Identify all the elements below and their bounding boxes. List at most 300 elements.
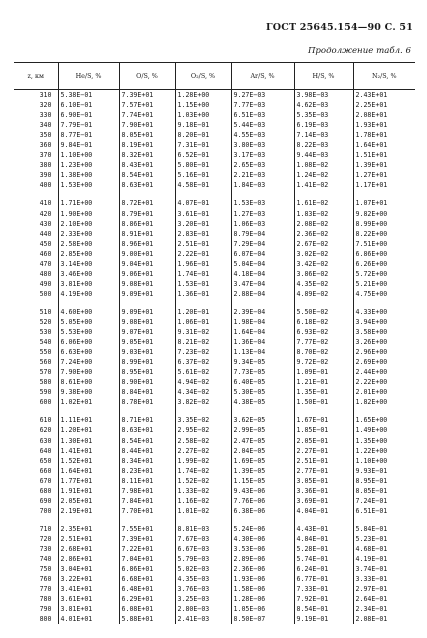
- value-cell: 9.44E−03: [294, 150, 353, 160]
- table-row: [14, 456, 415, 466]
- table-row: [14, 307, 415, 317]
- value-cell: 2.58E−02: [175, 436, 231, 446]
- altitude-cell: 670: [39, 476, 52, 485]
- value-cell: 2.41E−03: [175, 614, 231, 624]
- value-cell: 7.24E−01: [353, 496, 415, 506]
- value-cell: 3.33E−01: [353, 574, 415, 584]
- value-cell: 7.14E−03: [294, 130, 353, 140]
- altitude-cell: 410: [39, 199, 52, 208]
- value-cell: 1.74E−02: [175, 466, 231, 476]
- altitude-cell: 700: [39, 506, 52, 515]
- value-cell: 7.77E−03: [231, 100, 294, 110]
- value-cell: 2.39E−04: [231, 307, 294, 317]
- value-cell: 1.33E−02: [175, 486, 231, 496]
- altitude-cell: 310: [39, 91, 52, 99]
- value-cell: 2.01E+00: [353, 387, 415, 397]
- value-cell: 1.27E−03: [231, 209, 294, 219]
- altitude-cell: 440: [39, 229, 52, 238]
- value-cell: 4.62E−03: [294, 100, 353, 110]
- value-cell: 1.67E−01: [294, 415, 353, 425]
- value-cell: 2.25E+01: [353, 100, 415, 110]
- value-cell: 1.65E+00: [353, 415, 415, 425]
- table-row: [14, 544, 415, 554]
- value-cell: 2.51E−01: [175, 239, 231, 249]
- value-cell: 1.15E+00: [175, 100, 231, 110]
- value-cell: 2.77E−01: [294, 466, 353, 476]
- value-cell: 7.33E−01: [294, 584, 353, 594]
- spacer-cell: [175, 190, 231, 198]
- table-row: [14, 229, 415, 239]
- value-cell: 5.79E−03: [175, 554, 231, 564]
- value-cell: 1.52E−02: [175, 476, 231, 486]
- altitude-cell: 530: [39, 328, 52, 337]
- altitude-cell: 640: [39, 446, 52, 455]
- value-cell: 3.86E−02: [294, 269, 353, 279]
- group-spacer: [14, 516, 415, 524]
- spacer-cell: [119, 190, 175, 198]
- value-cell: 1.11E+01: [58, 415, 119, 425]
- value-cell: 5.05E+00: [58, 317, 119, 327]
- value-cell: 4.75E+00: [353, 289, 415, 299]
- altitude-cell: 660: [39, 466, 52, 475]
- value-cell: 8.44E+01: [119, 446, 175, 456]
- altitude-cell: 460: [39, 249, 52, 258]
- value-cell: 1.93E+01: [353, 120, 415, 130]
- table-body: [14, 90, 415, 625]
- value-cell: 2.22E−01: [175, 249, 231, 259]
- value-cell: 8.95E−01: [353, 476, 415, 486]
- value-cell: 1.50E−01: [294, 397, 353, 407]
- value-cell: 3.62E−05: [231, 415, 294, 425]
- value-cell: 4.18E−04: [231, 269, 294, 279]
- value-cell: 2.99E−05: [231, 425, 294, 435]
- table-row: [14, 140, 415, 150]
- table-row: [14, 554, 415, 564]
- altitude-cell: 790: [39, 605, 52, 614]
- value-cell: 2.65E−03: [231, 160, 294, 170]
- value-cell: 3.98E−03: [294, 90, 353, 101]
- column-header: z, км: [14, 63, 58, 90]
- value-cell: 1.05E−06: [231, 604, 294, 614]
- table-row: [14, 160, 415, 170]
- value-cell: 8.54E+01: [119, 436, 175, 446]
- value-cell: 4.94E−02: [175, 377, 231, 387]
- value-cell: 1.09E−01: [294, 367, 353, 377]
- altitude-cell: 720: [39, 534, 52, 543]
- value-cell: 6.48E+01: [119, 584, 175, 594]
- table-row: [14, 614, 415, 624]
- spacer-cell: [294, 407, 353, 415]
- value-cell: 1.06E−01: [175, 317, 231, 327]
- table-row: [14, 317, 415, 327]
- altitude-cell: 320: [39, 101, 52, 110]
- value-cell: 1.77E+01: [58, 476, 119, 486]
- table-row: [14, 209, 415, 219]
- value-cell: 2.34E−01: [353, 604, 415, 614]
- value-cell: 9.08E+01: [119, 317, 175, 327]
- value-cell: 6.77E−01: [294, 574, 353, 584]
- table-row: [14, 170, 415, 180]
- spacer-cell: [58, 407, 119, 415]
- value-cell: 1.52E+01: [58, 456, 119, 466]
- value-cell: 9.04E+01: [119, 259, 175, 269]
- value-cell: 5.02E−03: [175, 564, 231, 574]
- value-cell: 1.07E+01: [353, 198, 415, 208]
- table-row: [14, 377, 415, 387]
- value-cell: 2.27E−02: [175, 446, 231, 456]
- spacer-cell: [119, 299, 175, 307]
- value-cell: 4.34E−02: [175, 387, 231, 397]
- value-cell: 1.20E+01: [58, 425, 119, 435]
- value-cell: 8.91E+01: [119, 229, 175, 239]
- value-cell: 7.74E+01: [119, 110, 175, 120]
- value-cell: 5.74E−01: [294, 554, 353, 564]
- table-row: [14, 120, 415, 130]
- value-cell: 2.51E+01: [58, 534, 119, 544]
- table-row: [14, 219, 415, 229]
- value-cell: 6.68E+01: [119, 574, 175, 584]
- value-cell: 7.70E+01: [119, 506, 175, 516]
- value-cell: 2.97E−01: [353, 584, 415, 594]
- spacer-cell: [175, 299, 231, 307]
- value-cell: 2.69E+00: [353, 357, 415, 367]
- page-title: ГОСТ 25645.154—90 С. 51: [266, 22, 413, 33]
- value-cell: 1.58E−06: [231, 584, 294, 594]
- value-cell: 1.27E+01: [353, 170, 415, 180]
- table-row: [14, 110, 415, 120]
- value-cell: 6.37E−02: [175, 357, 231, 367]
- value-cell: 7.22E+01: [119, 544, 175, 554]
- value-cell: 3.74E−01: [353, 564, 415, 574]
- value-cell: 3.22E+01: [58, 574, 119, 584]
- table-row: [14, 534, 415, 544]
- value-cell: 1.41E+01: [58, 446, 119, 456]
- value-cell: 1.84E−03: [231, 180, 294, 190]
- value-cell: 9.19E−01: [294, 614, 353, 624]
- value-cell: 1.83E−02: [294, 209, 353, 219]
- value-cell: 1.96E−01: [175, 259, 231, 269]
- value-cell: 8.05E−01: [353, 486, 415, 496]
- value-cell: 2.68E+01: [58, 544, 119, 554]
- value-cell: 1.06E−03: [231, 219, 294, 229]
- spacer-cell: [175, 516, 231, 524]
- value-cell: 1.16E−02: [175, 496, 231, 506]
- value-cell: 8.99E+00: [353, 219, 415, 229]
- altitude-cell: 730: [39, 544, 52, 553]
- value-cell: 1.98E−04: [231, 317, 294, 327]
- table-row: [14, 249, 415, 259]
- value-cell: 7.84E+01: [119, 496, 175, 506]
- altitude-cell: 650: [39, 456, 52, 465]
- value-cell: 7.04E+01: [119, 554, 175, 564]
- column-header: H/S, %: [294, 63, 353, 90]
- value-cell: 1.53E−03: [231, 198, 294, 208]
- value-cell: 6.07E−04: [231, 249, 294, 259]
- altitude-cell: 480: [39, 269, 52, 278]
- altitude-cell: 600: [39, 398, 52, 407]
- altitude-cell: 490: [39, 279, 52, 288]
- table-row: [14, 594, 415, 604]
- value-cell: 4.19E+00: [58, 289, 119, 299]
- value-cell: 8.78E+01: [119, 397, 175, 407]
- table-row: [14, 337, 415, 347]
- table-header-row: [14, 63, 415, 90]
- value-cell: 5.84E−01: [353, 524, 415, 534]
- value-cell: 1.17E+01: [353, 180, 415, 190]
- value-cell: 6.90E−01: [58, 110, 119, 120]
- value-cell: 5.35E−03: [294, 110, 353, 120]
- value-cell: 2.80E−03: [175, 604, 231, 614]
- value-cell: 2.85E+00: [58, 249, 119, 259]
- value-cell: 4.55E−03: [231, 130, 294, 140]
- value-cell: 5.38E−01: [58, 90, 119, 101]
- value-cell: 1.35E+00: [353, 436, 415, 446]
- value-cell: 3.04E+01: [58, 564, 119, 574]
- value-cell: 1.36E−01: [175, 289, 231, 299]
- value-cell: 3.81E+01: [58, 604, 119, 614]
- altitude-cell: 380: [39, 161, 52, 170]
- value-cell: 3.80E−03: [231, 140, 294, 150]
- spacer-cell: [14, 407, 58, 415]
- value-cell: 1.01E−02: [175, 506, 231, 516]
- value-cell: 1.85E−01: [294, 425, 353, 435]
- value-cell: 5.72E+00: [353, 269, 415, 279]
- spacer-cell: [353, 407, 415, 415]
- value-cell: 9.34E−05: [231, 357, 294, 367]
- altitude-cell: 690: [39, 496, 52, 505]
- value-cell: 9.72E−02: [294, 357, 353, 367]
- value-cell: 6.51E−03: [231, 110, 294, 120]
- value-cell: 5.61E−02: [175, 367, 231, 377]
- value-cell: 7.98E+01: [119, 486, 175, 496]
- altitude-cell: 340: [39, 121, 52, 130]
- altitude-cell: 350: [39, 131, 52, 140]
- spacer-cell: [231, 190, 294, 198]
- value-cell: 2.44E+00: [353, 367, 415, 377]
- value-cell: 2.36E−02: [294, 229, 353, 239]
- value-cell: 8.05E+01: [119, 130, 175, 140]
- value-cell: 8.11E+01: [119, 476, 175, 486]
- value-cell: 8.22E−03: [294, 140, 353, 150]
- value-cell: 3.42E−02: [294, 259, 353, 269]
- value-cell: 1.51E+01: [353, 150, 415, 160]
- value-cell: 2.08E−01: [353, 614, 415, 624]
- table-row: [14, 446, 415, 456]
- value-cell: 5.80E−01: [175, 160, 231, 170]
- altitude-cell: 570: [39, 368, 52, 377]
- value-cell: 3.61E+01: [58, 594, 119, 604]
- table-row: [14, 415, 415, 425]
- value-cell: 2.21E−03: [231, 170, 294, 180]
- value-cell: 2.96E+00: [353, 347, 415, 357]
- altitude-cell: 740: [39, 555, 52, 564]
- group-spacer: [14, 407, 415, 415]
- table-row: [14, 574, 415, 584]
- altitude-cell: 360: [39, 141, 52, 150]
- table-row: [14, 486, 415, 496]
- value-cell: 1.53E−01: [175, 279, 231, 289]
- value-cell: 1.71E+00: [58, 198, 119, 208]
- altitude-cell: 420: [39, 209, 52, 218]
- value-cell: 4.35E−02: [294, 279, 353, 289]
- altitude-cell: 680: [39, 486, 52, 495]
- value-cell: 5.28E−01: [294, 544, 353, 554]
- value-cell: 5.88E+01: [119, 614, 175, 624]
- value-cell: 2.89E−06: [231, 554, 294, 564]
- table-row: [14, 327, 415, 337]
- altitude-cell: 450: [39, 239, 52, 248]
- spacer-cell: [231, 407, 294, 415]
- value-cell: 3.53E−06: [231, 544, 294, 554]
- value-cell: 1.08E−02: [294, 160, 353, 170]
- value-cell: 8.19E+01: [119, 140, 175, 150]
- value-cell: 6.38E−06: [231, 506, 294, 516]
- table-row: [14, 279, 415, 289]
- value-cell: 7.57E+01: [119, 100, 175, 110]
- table-row: [14, 397, 415, 407]
- value-cell: 1.03E+00: [175, 110, 231, 120]
- value-cell: 2.95E−02: [175, 425, 231, 435]
- value-cell: 7.77E−02: [294, 337, 353, 347]
- spacer-cell: [353, 516, 415, 524]
- value-cell: 1.20E−01: [175, 307, 231, 317]
- value-cell: 6.51E−01: [353, 506, 415, 516]
- table-row: [14, 289, 415, 299]
- value-cell: 6.08E+01: [119, 604, 175, 614]
- value-cell: 2.33E+00: [58, 229, 119, 239]
- column-header: O/S, %: [119, 63, 175, 90]
- value-cell: 5.50E−02: [294, 307, 353, 317]
- value-cell: 2.10E+00: [58, 219, 119, 229]
- altitude-cell: 500: [39, 289, 52, 298]
- value-cell: 1.64E−04: [231, 327, 294, 337]
- value-cell: 1.28E−06: [231, 594, 294, 604]
- value-cell: 1.28E+00: [175, 90, 231, 101]
- value-cell: 7.29E−04: [231, 239, 294, 249]
- value-cell: 7.76E−06: [231, 496, 294, 506]
- value-cell: 1.39E−05: [231, 466, 294, 476]
- table-row: [14, 347, 415, 357]
- value-cell: 1.53E+00: [58, 180, 119, 190]
- value-cell: 1.41E−02: [294, 180, 353, 190]
- value-cell: 4.01E+01: [58, 614, 119, 624]
- altitude-cell: 630: [39, 436, 52, 445]
- altitude-cell: 550: [39, 348, 52, 357]
- value-cell: 1.78E+01: [353, 130, 415, 140]
- value-cell: 9.43E−06: [231, 486, 294, 496]
- value-cell: 1.91E+01: [58, 486, 119, 496]
- table-row: [14, 367, 415, 377]
- value-cell: 7.51E+00: [353, 239, 415, 249]
- altitude-cell: 390: [39, 171, 52, 180]
- spacer-cell: [294, 299, 353, 307]
- spacer-cell: [294, 190, 353, 198]
- value-cell: 8.79E−04: [231, 229, 294, 239]
- value-cell: 2.36E−06: [231, 564, 294, 574]
- value-cell: 3.46E+00: [58, 269, 119, 279]
- altitude-cell: 710: [39, 524, 52, 533]
- value-cell: 2.64E−01: [353, 594, 415, 604]
- value-cell: 5.53E+00: [58, 327, 119, 337]
- value-cell: 8.22E+00: [353, 229, 415, 239]
- altitude-cell: 370: [39, 151, 52, 160]
- altitude-cell: 580: [39, 378, 52, 387]
- value-cell: 6.93E−02: [294, 327, 353, 337]
- value-cell: 1.49E+00: [353, 425, 415, 435]
- value-cell: 5.30E−05: [231, 387, 294, 397]
- value-cell: 5.16E−01: [175, 170, 231, 180]
- value-cell: 4.30E−06: [231, 534, 294, 544]
- value-cell: 8.54E−01: [294, 604, 353, 614]
- value-cell: 8.50E−07: [231, 614, 294, 624]
- value-cell: 1.30E+01: [58, 436, 119, 446]
- value-cell: 2.27E−01: [294, 446, 353, 456]
- value-cell: 1.90E+00: [58, 209, 119, 219]
- table-row: [14, 259, 415, 269]
- value-cell: 1.74E−01: [175, 269, 231, 279]
- value-cell: 5.04E−04: [231, 259, 294, 269]
- spacer-cell: [175, 407, 231, 415]
- altitude-cell: 330: [39, 111, 52, 120]
- value-cell: 8.84E+01: [119, 387, 175, 397]
- value-cell: 1.39E+01: [353, 160, 415, 170]
- value-cell: 4.38E−05: [231, 397, 294, 407]
- value-cell: 4.89E−02: [294, 289, 353, 299]
- value-cell: 8.32E+01: [119, 150, 175, 160]
- value-cell: 4.19E−01: [353, 554, 415, 564]
- value-cell: 7.24E+00: [58, 357, 119, 367]
- value-cell: 8.77E−01: [58, 130, 119, 140]
- column-header: Ar/S, %: [231, 63, 294, 90]
- value-cell: 1.99E−02: [175, 456, 231, 466]
- table-row: [14, 130, 415, 140]
- value-cell: 8.81E−03: [175, 524, 231, 534]
- altitude-cell: 590: [39, 388, 52, 397]
- table-row: [14, 425, 415, 435]
- value-cell: 3.35E−02: [175, 415, 231, 425]
- table-row: [14, 387, 415, 397]
- value-cell: 8.34E+01: [119, 456, 175, 466]
- value-cell: 2.08E−02: [294, 219, 353, 229]
- spacer-cell: [119, 516, 175, 524]
- altitude-cell: 520: [39, 317, 52, 326]
- spacer-cell: [14, 190, 58, 198]
- altitude-cell: 510: [39, 307, 52, 316]
- value-cell: 4.84E−01: [294, 534, 353, 544]
- spacer-cell: [58, 190, 119, 198]
- value-cell: 9.06E+01: [119, 269, 175, 279]
- table-row: [14, 466, 415, 476]
- table-row: [14, 524, 415, 534]
- value-cell: 3.14E+00: [58, 259, 119, 269]
- value-cell: 3.94E+00: [353, 317, 415, 327]
- value-cell: 3.05E−01: [294, 476, 353, 486]
- value-cell: 2.22E+00: [353, 377, 415, 387]
- value-cell: 1.24E−02: [294, 170, 353, 180]
- group-spacer: [14, 190, 415, 198]
- spacer-cell: [353, 190, 415, 198]
- value-cell: 1.23E+00: [58, 160, 119, 170]
- table-row: [14, 269, 415, 279]
- value-cell: 1.13E−04: [231, 347, 294, 357]
- table-row: [14, 198, 415, 208]
- value-cell: 3.41E+01: [58, 584, 119, 594]
- value-cell: 2.88E−04: [231, 289, 294, 299]
- value-cell: 2.08E+01: [353, 110, 415, 120]
- value-cell: 8.72E+01: [119, 198, 175, 208]
- altitude-cell: 800: [39, 615, 52, 624]
- table-row: [14, 476, 415, 486]
